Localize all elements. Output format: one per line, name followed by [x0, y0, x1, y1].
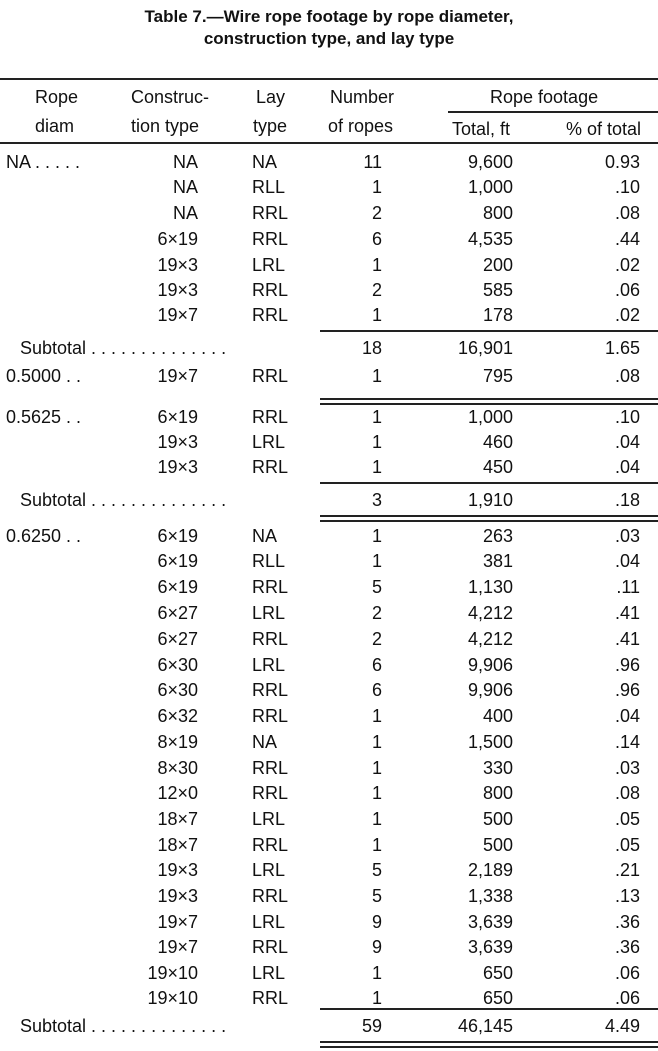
total-ft-cell: 650: [482, 988, 513, 1008]
number-of-ropes-cell: 6: [371, 655, 382, 675]
group-double-rule-top: [320, 398, 658, 400]
total-ft-cell: 2,189: [467, 860, 513, 880]
lay-type-cell: RRL: [252, 835, 289, 855]
header-rope-footage: Rope footage: [490, 87, 599, 107]
number-of-ropes-cell: 1: [371, 432, 382, 452]
construction-type-cell: 6×27: [157, 629, 198, 649]
total-ft-cell: 9,600: [467, 152, 513, 172]
number-of-ropes-cell: 1: [371, 963, 382, 983]
total-ft-cell: 500: [482, 809, 513, 829]
number-of-ropes-cell: 1: [371, 305, 382, 325]
total-ft-cell: 800: [482, 783, 513, 803]
rope-diam-cell: 0.5000 . .: [6, 366, 82, 386]
table-end-rule-top: [320, 1041, 658, 1043]
pct-of-total-cell: .05: [614, 809, 640, 829]
rope-diam-cell: NA . . . . .: [6, 152, 81, 172]
group-double-rule-bottom: [320, 520, 658, 522]
total-ft-cell: 4,212: [467, 629, 513, 649]
pct-of-total-cell: .06: [614, 280, 640, 300]
header-diam-line2: diam: [35, 116, 75, 136]
total-ft-cell: 1,910: [467, 490, 513, 510]
lay-type-cell: RRL: [252, 706, 289, 726]
construction-type-cell: 6×19: [157, 526, 198, 546]
construction-type-cell: 8×19: [157, 732, 198, 752]
group-double-rule-top: [320, 515, 658, 517]
construction-type-cell: NA: [172, 203, 198, 223]
pct-of-total-cell: .96: [614, 680, 640, 700]
number-of-ropes-cell: 11: [363, 152, 382, 172]
lay-type-cell: LRL: [252, 912, 286, 932]
total-ft-cell: 381: [482, 551, 513, 571]
footage-group-rule: [448, 111, 658, 113]
total-ft-cell: 500: [482, 835, 513, 855]
header-lay-line2: type: [253, 116, 288, 136]
construction-type-cell: 19×10: [147, 988, 198, 1008]
header-num-line1: Number: [330, 87, 395, 107]
number-of-ropes-cell: 2: [371, 629, 382, 649]
lay-type-cell: NA: [252, 732, 278, 752]
lay-type-cell: RRL: [252, 758, 289, 778]
pct-of-total-cell: .36: [614, 937, 640, 957]
pct-of-total-cell: .02: [614, 305, 640, 325]
total-ft-cell: 178: [482, 305, 513, 325]
construction-type-cell: 6×19: [157, 229, 198, 249]
total-ft-cell: 46,145: [457, 1016, 513, 1036]
construction-type-cell: 12×0: [157, 783, 198, 803]
total-ft-cell: 16,901: [457, 338, 513, 358]
pct-of-total-cell: .08: [614, 783, 640, 803]
lay-type-cell: LRL: [252, 963, 286, 983]
total-ft-cell: 585: [482, 280, 513, 300]
lay-type-cell: RRL: [252, 280, 289, 300]
pct-of-total-cell: .13: [614, 886, 640, 906]
number-of-ropes-cell: 1: [371, 255, 382, 275]
lay-type-cell: LRL: [252, 432, 286, 452]
pct-of-total-cell: .41: [614, 603, 640, 623]
number-of-ropes-cell: 1: [371, 835, 382, 855]
total-ft-cell: 795: [482, 366, 513, 386]
header-cons-line2: tion type: [131, 116, 200, 136]
construction-type-cell: 19×3: [157, 457, 198, 477]
lay-type-cell: LRL: [252, 255, 286, 275]
total-ft-cell: 1,338: [467, 886, 513, 906]
number-of-ropes-cell: 5: [371, 886, 382, 906]
lay-type-cell: RRL: [252, 203, 289, 223]
construction-type-cell: NA: [172, 177, 198, 197]
total-ft-cell: 800: [482, 203, 513, 223]
construction-type-cell: 19×3: [157, 280, 198, 300]
pct-of-total-cell: .04: [614, 551, 640, 571]
construction-type-cell: 6×19: [157, 577, 198, 597]
number-of-ropes-cell: 1: [371, 783, 382, 803]
total-ft-cell: 1,130: [467, 577, 513, 597]
lay-type-cell: RRL: [252, 457, 289, 477]
rope-diam-cell: 0.6250 . .: [6, 526, 82, 546]
number-of-ropes-cell: 1: [371, 366, 382, 386]
construction-type-cell: 19×7: [157, 912, 198, 932]
construction-type-cell: 19×7: [157, 366, 198, 386]
subtotal-label: Subtotal . . . . . . . . . . . . . .: [20, 490, 227, 510]
pct-of-total-cell: .18: [614, 490, 640, 510]
table-title-line-1: Table 7.—Wire rope footage by rope diameter,: [144, 7, 514, 26]
lay-type-cell: RLL: [252, 177, 286, 197]
total-ft-cell: 400: [482, 706, 513, 726]
total-ft-cell: 3,639: [467, 937, 513, 957]
total-ft-cell: 200: [482, 255, 513, 275]
construction-type-cell: 6×19: [157, 551, 198, 571]
number-of-ropes-cell: 1: [371, 706, 382, 726]
total-ft-cell: 450: [482, 457, 513, 477]
pct-of-total-cell: .41: [614, 629, 640, 649]
number-of-ropes-cell: 1: [371, 551, 382, 571]
subtotal-label: Subtotal . . . . . . . . . . . . . .: [20, 338, 227, 358]
construction-type-cell: 18×7: [157, 835, 198, 855]
number-of-ropes-cell: 1: [371, 407, 382, 427]
pct-of-total-cell: .03: [614, 758, 640, 778]
lay-type-cell: RRL: [252, 680, 289, 700]
lay-type-cell: NA: [252, 152, 278, 172]
header-top-rule: [0, 78, 658, 80]
header-num-line2: of ropes: [328, 116, 394, 136]
header-cons-line1: Construc-: [131, 87, 210, 107]
pct-of-total-cell: .06: [614, 963, 640, 983]
total-ft-cell: 9,906: [467, 655, 513, 675]
pct-of-total-cell: .10: [614, 407, 640, 427]
construction-type-cell: 6×30: [157, 680, 198, 700]
number-of-ropes-cell: 1: [371, 758, 382, 778]
number-of-ropes-cell: 2: [371, 280, 382, 300]
construction-type-cell: 6×19: [157, 407, 198, 427]
construction-type-cell: 19×3: [157, 432, 198, 452]
pct-of-total-cell: .04: [614, 457, 640, 477]
lay-type-cell: RLL: [252, 551, 286, 571]
pct-of-total-cell: .10: [614, 177, 640, 197]
construction-type-cell: 19×7: [157, 937, 198, 957]
construction-type-cell: NA: [172, 152, 198, 172]
total-ft-cell: 3,639: [467, 912, 513, 932]
construction-type-cell: 18×7: [157, 809, 198, 829]
header-lay-line1: Lay: [256, 87, 286, 107]
subtotal-rule: [320, 482, 658, 484]
number-of-ropes-cell: 1: [371, 177, 382, 197]
total-ft-cell: 1,500: [467, 732, 513, 752]
construction-type-cell: 19×10: [147, 963, 198, 983]
number-of-ropes-cell: 1: [371, 732, 382, 752]
lay-type-cell: LRL: [252, 603, 286, 623]
lay-type-cell: RRL: [252, 366, 289, 386]
number-of-ropes-cell: 2: [371, 203, 382, 223]
lay-type-cell: RRL: [252, 937, 289, 957]
pct-of-total-cell: .02: [614, 255, 640, 275]
pct-of-total-cell: .08: [614, 203, 640, 223]
total-ft-cell: 263: [482, 526, 513, 546]
pct-of-total-cell: .06: [614, 988, 640, 1008]
pct-of-total-cell: 4.49: [604, 1016, 640, 1036]
total-ft-cell: 1,000: [467, 407, 513, 427]
subtotal-label: Subtotal . . . . . . . . . . . . . .: [20, 1016, 227, 1036]
number-of-ropes-cell: 18: [361, 338, 382, 358]
construction-type-cell: 19×3: [157, 860, 198, 880]
pct-of-total-cell: .44: [614, 229, 640, 249]
lay-type-cell: NA: [252, 526, 278, 546]
pct-of-total-cell: .05: [614, 835, 640, 855]
number-of-ropes-cell: 1: [371, 457, 382, 477]
lay-type-cell: LRL: [252, 860, 286, 880]
lay-type-cell: RRL: [252, 783, 289, 803]
header-total-ft: Total, ft: [452, 119, 511, 139]
lay-type-cell: LRL: [252, 809, 286, 829]
number-of-ropes-cell: 9: [371, 937, 382, 957]
number-of-ropes-cell: 5: [371, 860, 382, 880]
header-diam-line1: Rope: [35, 87, 79, 107]
total-ft-cell: 4,535: [467, 229, 513, 249]
number-of-ropes-cell: 6: [371, 229, 382, 249]
total-ft-cell: 460: [482, 432, 513, 452]
lay-type-cell: LRL: [252, 655, 286, 675]
pct-of-total-cell: .36: [614, 912, 640, 932]
pct-of-total-cell: .11: [616, 577, 640, 597]
table-end-rule-bottom: [320, 1046, 658, 1048]
total-ft-cell: 4,212: [467, 603, 513, 623]
number-of-ropes-cell: 1: [371, 526, 382, 546]
lay-type-cell: RRL: [252, 629, 289, 649]
subtotal-rule: [320, 330, 658, 332]
pct-of-total-cell: .03: [614, 526, 640, 546]
total-ft-cell: 650: [482, 963, 513, 983]
construction-type-cell: 6×32: [157, 706, 198, 726]
lay-type-cell: RRL: [252, 577, 289, 597]
lay-type-cell: RRL: [252, 229, 289, 249]
pct-of-total-cell: .14: [614, 732, 640, 752]
header-bottom-rule: [0, 142, 658, 144]
group-double-rule-bottom: [320, 403, 658, 405]
subtotal-rule: [320, 1008, 658, 1010]
rope-diam-cell: 0.5625 . .: [6, 407, 82, 427]
total-ft-cell: 9,906: [467, 680, 513, 700]
construction-type-cell: 8×30: [157, 758, 198, 778]
pct-of-total-cell: .08: [614, 366, 640, 386]
number-of-ropes-cell: 6: [371, 680, 382, 700]
lay-type-cell: RRL: [252, 988, 289, 1008]
pct-of-total-cell: .04: [614, 706, 640, 726]
number-of-ropes-cell: 9: [371, 912, 382, 932]
lay-type-cell: RRL: [252, 305, 289, 325]
pct-of-total-cell: .04: [614, 432, 640, 452]
construction-type-cell: 19×3: [157, 886, 198, 906]
construction-type-cell: 19×3: [157, 255, 198, 275]
construction-type-cell: 6×27: [157, 603, 198, 623]
number-of-ropes-cell: 59: [361, 1016, 382, 1036]
number-of-ropes-cell: 5: [371, 577, 382, 597]
table-title-line-2: construction type, and lay type: [203, 29, 455, 48]
pct-of-total-cell: .96: [614, 655, 640, 675]
number-of-ropes-cell: 3: [371, 490, 382, 510]
number-of-ropes-cell: 1: [371, 809, 382, 829]
construction-type-cell: 19×7: [157, 305, 198, 325]
pct-of-total-cell: 0.93: [604, 152, 640, 172]
lay-type-cell: RRL: [252, 407, 289, 427]
number-of-ropes-cell: 2: [371, 603, 382, 623]
pct-of-total-cell: 1.65: [604, 338, 640, 358]
construction-type-cell: 6×30: [157, 655, 198, 675]
lay-type-cell: RRL: [252, 886, 289, 906]
total-ft-cell: 330: [482, 758, 513, 778]
header-pct-of-total: % of total: [566, 119, 642, 139]
number-of-ropes-cell: 1: [371, 988, 382, 1008]
pct-of-total-cell: .21: [614, 860, 640, 880]
total-ft-cell: 1,000: [467, 177, 513, 197]
